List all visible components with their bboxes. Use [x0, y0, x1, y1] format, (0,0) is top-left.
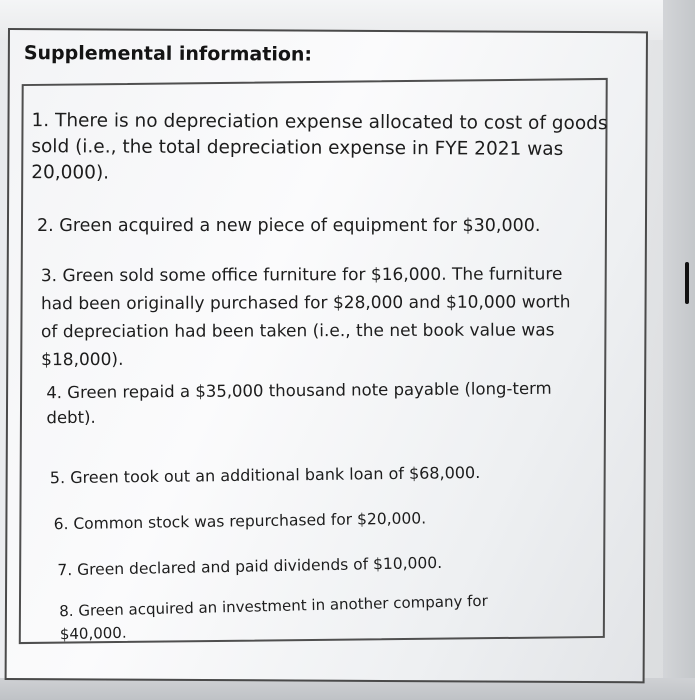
- list-item: 1. There is no depreciation expense allocated to cost of goods sold (i.e., the total depreciation expense in FYE 2021 was 20,000).: [31, 110, 608, 184]
- list-item: 5. Green took out an additional bank loan of $68,000.: [49, 462, 481, 488]
- background-right-edge: [663, 0, 695, 700]
- list-item: 3. Green sold some office furniture for $16,000. The furniture had been originally purchased for $28,000 and $10,000 worth of depreciation had been taken (i.e., the net book value was $18,000).: [40, 264, 571, 371]
- list-item: 2. Green acquired a new piece of equipment for $30,000.: [37, 216, 541, 237]
- list-item: 8. Green acquired an investment in another company for $40,000.: [59, 591, 488, 644]
- supplemental-information-sheet: [5, 28, 648, 683]
- list-item: 4. Green repaid a $35,000 thousand note payable (long-term debt).: [46, 378, 552, 428]
- section-heading: Supplemental information:: [23, 42, 313, 66]
- list-item: 6. Common stock was repurchased for $20,000.: [53, 509, 427, 534]
- edge-mark: [685, 262, 689, 304]
- list-item: 7. Green declared and paid dividends of $10,000.: [57, 553, 443, 580]
